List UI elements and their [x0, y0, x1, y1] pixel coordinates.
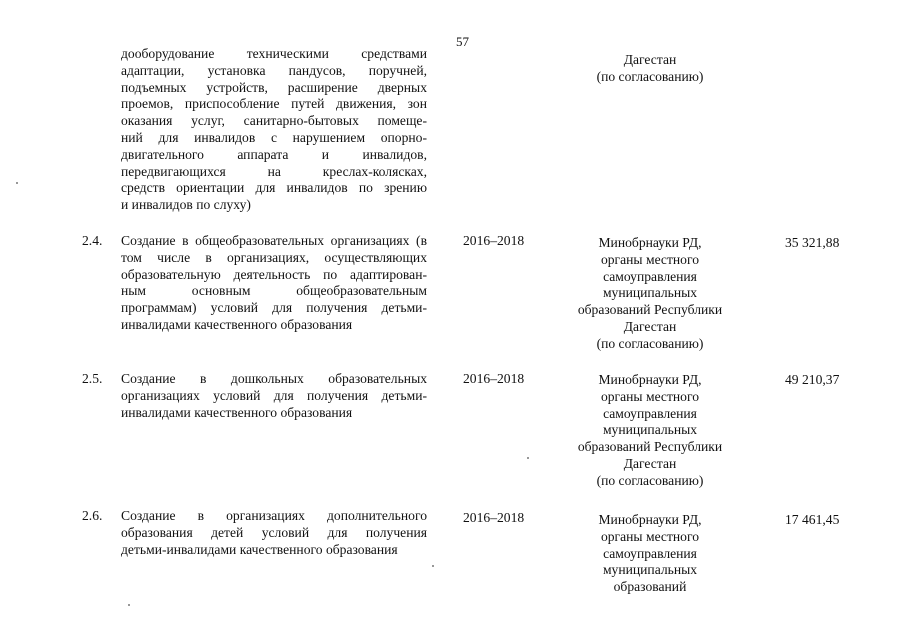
- description-line: оказания услуг, санитарно-бытовых помеще-: [121, 113, 427, 129]
- description-line: детьми-инвалидами качественного образования: [121, 541, 398, 557]
- executor-line: образований Республики: [577, 302, 723, 318]
- description-line: средств ориентации для инвалидов по зрению: [121, 180, 427, 196]
- description-line: подъемных устройств, расширение дверных: [121, 79, 427, 95]
- row-description: [121, 371, 427, 421]
- description-line: проемов, приспособление путей движения, зон: [121, 96, 427, 112]
- row-number: 2.5.: [82, 371, 103, 386]
- scan-speck: [527, 457, 529, 459]
- executor-line: Минобрнауки РД,: [598, 512, 702, 527]
- row-executor: [560, 512, 740, 596]
- row-description: [121, 233, 427, 334]
- description-line: адаптации, установка пандусов, поручней,: [121, 62, 427, 78]
- executor-line: муниципальных: [602, 285, 698, 301]
- executor-line: муниципальных: [602, 422, 698, 438]
- continuation-description: [121, 46, 427, 214]
- row-amount: 17 461,45: [785, 512, 840, 527]
- executor-line: Дагестан: [623, 52, 677, 67]
- row-description: [121, 508, 427, 558]
- row-period: 2016–2018: [463, 371, 525, 386]
- executor-line: (по согласованию): [596, 335, 704, 351]
- executor-line: муниципальных: [602, 562, 698, 578]
- executor-line: органы местного: [600, 388, 700, 404]
- row-amount: 35 321,88: [785, 235, 840, 250]
- description-line: том числе в организациях, осуществляющих: [121, 249, 427, 265]
- description-line: Создание в общеобразовательных организациях (в: [121, 233, 427, 248]
- description-line: инвалидами качественного образования: [121, 404, 353, 420]
- row-period: 2016–2018: [463, 233, 525, 248]
- executor-line: самоуправления: [603, 268, 697, 284]
- description-line: инвалидами качественного образования: [121, 316, 353, 332]
- page-number: 57: [456, 34, 469, 49]
- description-line: организациях условий для получения детьми-: [121, 387, 427, 403]
- executor-line: (по согласованию): [596, 472, 704, 488]
- description-line: ным основным общеобразовательным: [121, 283, 427, 299]
- row-period: 2016–2018: [463, 510, 525, 525]
- row-executor: [560, 235, 740, 353]
- executor-line: органы местного: [600, 528, 700, 544]
- description-line: ний для инвалидов с нарушением опорно-: [121, 129, 427, 145]
- description-line: двигательного аппарата и инвалидов,: [121, 146, 427, 162]
- executor-line: Минобрнауки РД,: [598, 372, 702, 387]
- description-line: передвигающихся на креслах-колясках,: [121, 163, 427, 179]
- scan-speck: [432, 565, 434, 567]
- row-amount: 49 210,37: [785, 372, 840, 387]
- description-line: Создание в дошкольных образовательных: [121, 371, 427, 386]
- row-number: 2.6.: [82, 508, 103, 523]
- executor-line: (по согласованию): [596, 68, 704, 84]
- continuation-executor: [560, 52, 740, 86]
- executor-line: органы местного: [600, 251, 700, 267]
- description-line: образования детей условий для получения: [121, 524, 427, 540]
- executor-line: Минобрнауки РД,: [598, 235, 702, 250]
- scan-speck: [128, 604, 130, 606]
- description-line: и инвалидов по слуху): [121, 197, 251, 213]
- executor-line: образований Республики: [577, 439, 723, 455]
- description-line: дооборудование техническими средствами: [121, 46, 427, 61]
- description-line: программам) условий для получения детьми-: [121, 300, 427, 316]
- executor-line: самоуправления: [603, 545, 697, 561]
- description-line: Создание в организациях дополнительного: [121, 508, 427, 523]
- row-executor: [560, 372, 740, 490]
- scan-speck: [16, 182, 18, 184]
- executor-line: самоуправления: [603, 405, 697, 421]
- executor-line: Дагестан: [623, 455, 677, 471]
- description-line: образовательную деятельность по адаптирован-: [121, 266, 427, 282]
- executor-line: образований: [613, 579, 687, 595]
- executor-line: Дагестан: [623, 318, 677, 334]
- row-number: 2.4.: [82, 233, 103, 248]
